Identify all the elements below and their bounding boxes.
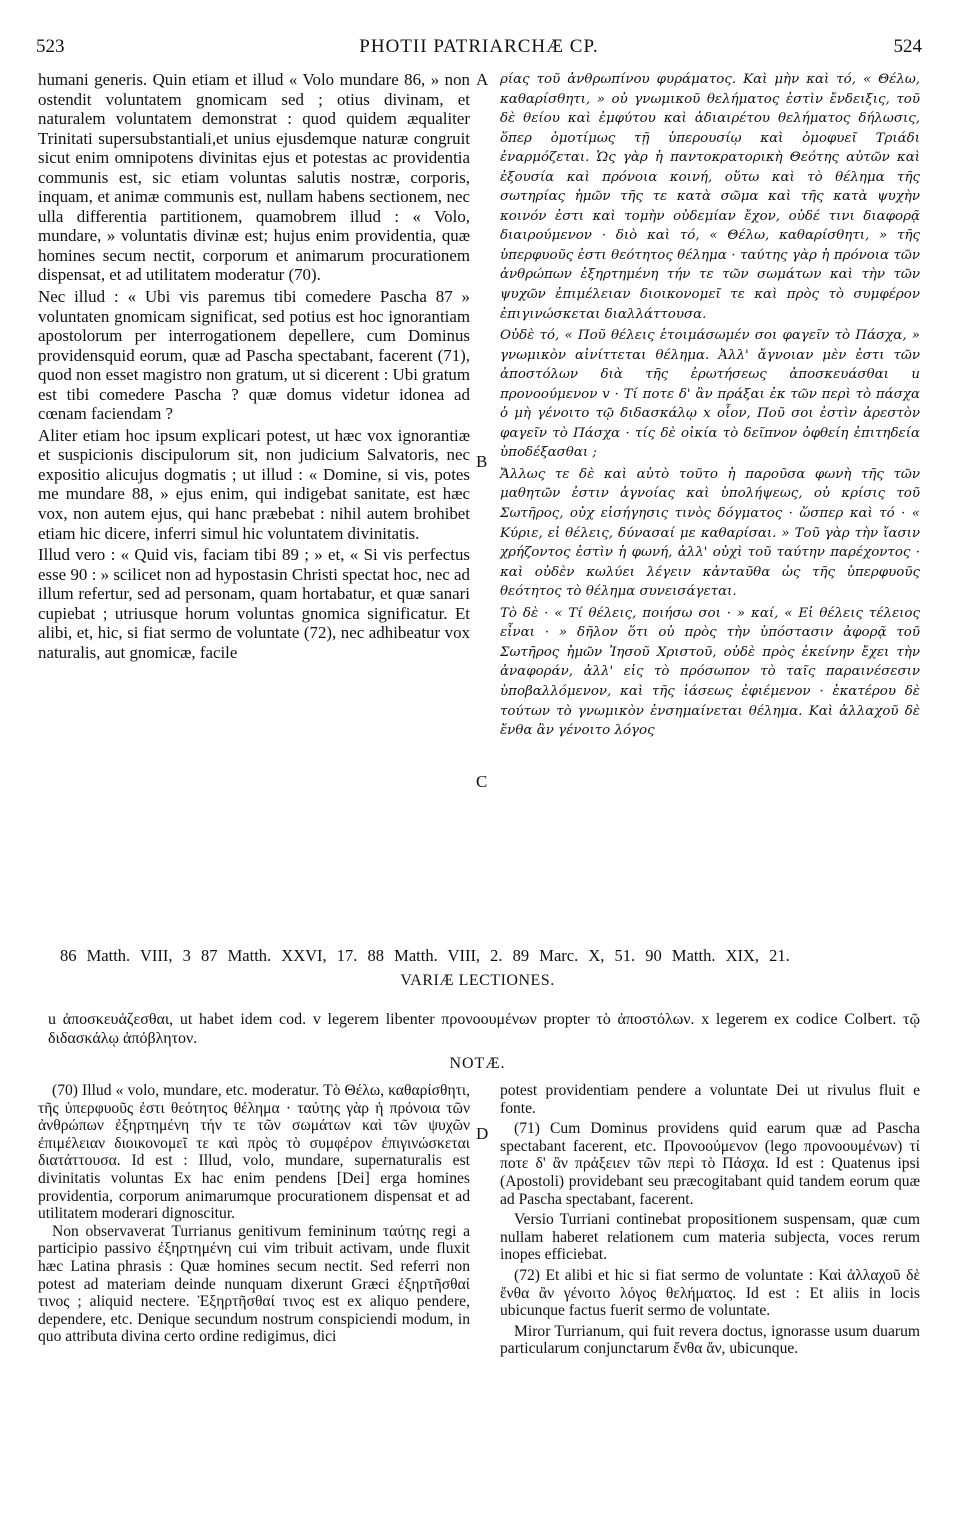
- page-header: [36, 36, 922, 60]
- variae-lectiones-heading: VARIÆ LECTIONES.: [400, 972, 555, 989]
- greek-paragraph: Ἄλλως τε δὲ καὶ αὐτὸ τοῦτο ἡ παροῦσα φωνὴ τῆς τῶν μαθητῶν ἐστιν ἀγνοίας καὶ ὑπολήψεως, οὐ κρίσις τοῦ Σωτῆρος, οὐχ εἰσήγησις τινὸς δόγματος · ὥσπερ καὶ τό · « Κύριε, εἰ θέλεις, δύνασαί με καθαρίσαι. » Τοῦ γὰρ τὴν ἴασιν χρήζοντος ἐστὶν ἡ φωνή, ἀλλ' οὐχὶ τοῦ ταύτην παρέχοντος · καὶ οὐδὲν κωλύει λέγειν κἀνταῦθα ὡς τῆς ὑπερφυοῦς θεότητος τὸ θέλημα συνεισάγεται.: [500, 466, 920, 600]
- latin-paragraph: Aliter etiam hoc ipsum explicari potest, ut hæc vox ignorantiæ et suspicionis discipulorum sit, non judicium Salvatoris, nec expositio alicujus dogmatis ; ut illud : « Domine, si vis, potes me mundare 88, » ejus enim, qui indigebat sanitate, est hæc vox, non autem ejus, qui hanc præbebat : nihil autem brohibet etiam hic dicere, inferri simul hic voluntatem divinitatis.: [38, 425, 470, 543]
- note-paragraph: (72) Et alibi et hic si fiat sermo de voluntate : Καὶ ἀλλαχοῦ δὲ ἔνθα ἂν γένοιτο λόγος θελήματος. Id est : Et aliis in locis ubicunque factus fuerit sermo de voluntate.: [500, 1266, 920, 1320]
- greek-paragraph: Οὐδὲ τό, « Ποῦ θέλεις ἑτοιμάσωμέν σοι φαγεῖν τὸ Πάσχα, » γνωμικὸν αἰνίττεται θέλημα. Ἀλλ' ἄγνοιαν μὲν ἐστι τῶν ἀποστόλων διὰ τῆς ἐρωτήσεως ἀποσκευάσθαι u προνοούμενον v · Τί ποτε δ' ἂν πράξαι ἐκ τῶν περὶ τὸ πάσχα ὁ μὴ γένοιτο τῷ διδασκάλῳ x οἷον, Ποῦ σοι ἐστὶν ἀρεστὸν φαγεῖν τὸ Πάσχα · τίς δὲ οἰκία τὸ δεῖπνον ὀφθείη ἐπιτηδεία ὑποδέξασθαι ;: [500, 328, 920, 461]
- margin-letter-d: D: [476, 1124, 489, 1143]
- note-paragraph: Non observaverat Turrianus genitivum femininum ταύτης regi a participio passivo ἐξηρτημένη cui vim tribuit activam, unde fluxit hæc Latina phrasis : Quæ homines secum nectit. Sed referri non potest ad materiam deinde nunquam dixerunt Græci ἐξηρτῆσθαί τινος ; aliquid nectere. Ἐξηρτῆσθαί τινος est ex aliquo pendere, dependere, etc. Denique secundum nostrum conspiciendi modum, in quo attributa divina certo ordine redigimus, dici: [38, 1222, 470, 1346]
- notes-left-column: [38, 1082, 470, 1346]
- latin-column: [38, 70, 470, 662]
- latin-paragraph: Nec illud : « Ubi vis paremus tibi comedere Pascha 87 » voluntaten gnomicam significat, sed potius est hoc ignorantiam apostolorum per interrogationem depellere, cum Dominus providensquid eorum, quæ ad Pascha spectabant, facerent (71), quod non esset magistro non gratum, ut si dicerent : Ubi gratum est tibi comedere Pascha ? quæ domus videtur idonea ad cœnam faciendam ?: [38, 287, 470, 424]
- left-page-number: 523: [36, 36, 65, 57]
- variae-lectiones-text: u ἀποσκευάζεσθαι, ut habet idem cod. v legerem libenter προνοουμένων propter τὸ ἀποστόλων. x legerem ex codice Colbert. τῷ διδασκάλῳ ἀπόβλητον.: [48, 1011, 920, 1047]
- note-paragraph: (71) Cum Dominus providens quid earum quæ ad Pascha spectabant facerent, etc. Προνοούμενον (lego προνοουμένων) τί ποτε δ' ἂν πράξειεν τῶν περὶ τὸ Πάσχα. Id est : Quatenus ipsi (Apostoli) providebant seu præcogitabant quid tandem eorum quæ ad Pascha spectabant, facerent.: [500, 1120, 920, 1208]
- greek-column: [500, 70, 920, 741]
- notes-right-column: [500, 1082, 920, 1358]
- running-title: PHOTII PATRIARCHÆ CP.: [359, 36, 599, 57]
- note-paragraph: Versio Turriani continebat propositionem suspensam, quæ cum nullam haberet relationem cum materia subjecta, voces rerum inopes efficiebat.: [500, 1211, 920, 1264]
- latin-paragraph: humani generis. Quin etiam et illud « Volo mundare 86, » non ostendit voluntatem gnomicam sed ; otius divinam, et naturalem voluntatem demonstrat : quod quidem æqualiter Trinitati supersubstantiali,et unius ejusdemque naturæ congruit sicut enim omnipotens divinitas ejus et potestas ac providentia communis est, sic etiam voluntas salutis nostræ, corporis, inquam, et animæ communis est, nullam habens sectionem, nec ulla differentia partitionem, quamobrem illud : « Volo, mundare, » voluntatis divinæ est; hujus enim providentia, quæ homines secum nectit, corporum et animarum procurationem dispensat, et ad utilitatem moderatur (70).: [38, 70, 470, 285]
- latin-paragraph: Illud vero : « Quid vis, faciam tibi 89 ; » et, « Si vis perfectus esse 90 : » scilicet non ad hypostasin Christi spectat hoc, nec ad illum refertur, sed ad personam, quam hortabatur, et quæ sanari cupiebat ; utriusque horum voluntas gnomica significatur. Et alibi, et, hic, si fiat sermo de voluntate (72), nec adhibeatur vox naturalis, aut gnomicæ, facile: [38, 545, 470, 662]
- margin-letter-a: A: [476, 70, 489, 89]
- margin-letter-b: B: [476, 452, 488, 471]
- notae-heading: NOTÆ.: [449, 1055, 506, 1072]
- greek-paragraph: Τὸ δὲ · « Τί θέλεις, ποιήσω σοι · » καί, « Εἰ θέλεις τέλειος εἶναι · » δῆλον ὅτι οὐ πρὸς τὴν ὑπόστασιν ἀφορᾷ τοῦ Σωτῆρος ἡμῶν Ἰησοῦ Χριστοῦ, οὐδὲ πρὸς ἐκείνην ἔχει τὴν ἀναφοράν, ἀλλ' εἰς τὸ πρόσωπον τὸ ταῖς παραινέσεσιν ὑποβαλλόμενον, καὶ τῆς ἰάσεως ἐφιέμενον · ἑκατέρου δὲ τούτων τὸ γνωμικὸν ἐνσημαίνεται θέλημα. Καὶ ἀλλαχοῦ δὲ ἔνθα ἂν γένοιτο λόγος: [500, 605, 920, 739]
- scripture-references: 86 Matth. VIII, 3 87 Matth. XXVI, 17. 88 Matth. VIII, 2. 89 Marc. X, 51. 90 Matth. XIX, 21.: [60, 946, 790, 965]
- margin-letter-c: C: [476, 772, 488, 791]
- note-paragraph: Miror Turrianum, qui fuit revera doctus, ignorasse usum duarum particularum conjunctarum ἔνθα ἄν, ubicunque.: [500, 1322, 920, 1358]
- note-paragraph: potest providentiam pendere a voluntate Dei ut rivulus fluit e fonte.: [500, 1082, 920, 1117]
- right-page-number: 524: [893, 36, 922, 57]
- greek-paragraph: ρίας τοῦ ἀνθρωπίνου φυράματος. Καὶ μὴν καὶ τό, « Θέλω, καθαρίσθητι, » οὐ γνωμικοῦ θελήματος ἐστὶν ἔνδειξις, τοῦ δὲ θείου καὶ ἐμφύτου καὶ ἀδιαιρέτου θελήματος δήλωσις, ὅπερ ὁμοτίμως τῇ ὑπερουσίῳ καὶ ὁμοφυεῖ Τριάδι ἐναρμόζεται. Ὡς γὰρ ἡ παντοκρατορικὴ Θεότης αὐτῶν καὶ ἐξουσία καὶ πρόνοια κοινή, οὕτω καὶ τὸ θέλημα τῆς σωτηρίας ἡμῶν τῆς τε κατὰ σῶμα καὶ τῆς κατὰ ψυχὴν κοινόν ἐστι καὶ τομὴν οὐδεμίαν ἔχον, οὐδέ τινι διαφορᾷ διαιρούμενον · διὸ καὶ τό, « Θέλω, καθαρίσθητι, » τῆς ὑπερφυοῦς ἐστι θεότητος θέλημα · ταύτης γὰρ ἡ πρόνοια τῶν ἀνθρώπων ἐξηρτημένη τήν τε τῶν σωμάτων καὶ τὴν τῶν ψυχῶν ἐπιμέλειαν διοικονομεῖ τε καὶ πρὸς τὸ συμφέρον ἐπιγινώσκεται διαλλάττουσα.: [500, 72, 920, 322]
- note-paragraph: (70) Illud « volo, mundare, etc. moderatur. Τὸ Θέλω, καθαρίσθητι, τῆς ὑπερφυοῦς ἐστι θεότητος θέλημα · ταύτης γὰρ ἡ πρόνοια τῶν ἀνθρώπων ἐξηρτημένη τήν τε τῶν σωμάτων καὶ τῶν ψυχῶν ἐπιμέλειαν διοικονομεῖ τε καὶ πρὸς τὸ συμφέρον ἐπιγινώσκεται διατάττουσα. Id est : Illud, volo, mundare, supernaturalis est divinitatis voluntas Ex hac enim pendens [Dei] erga homines providentia, corporum animarumque procurationem dispensat et ad utilitatem moderari dignoscitur.: [38, 1082, 470, 1223]
